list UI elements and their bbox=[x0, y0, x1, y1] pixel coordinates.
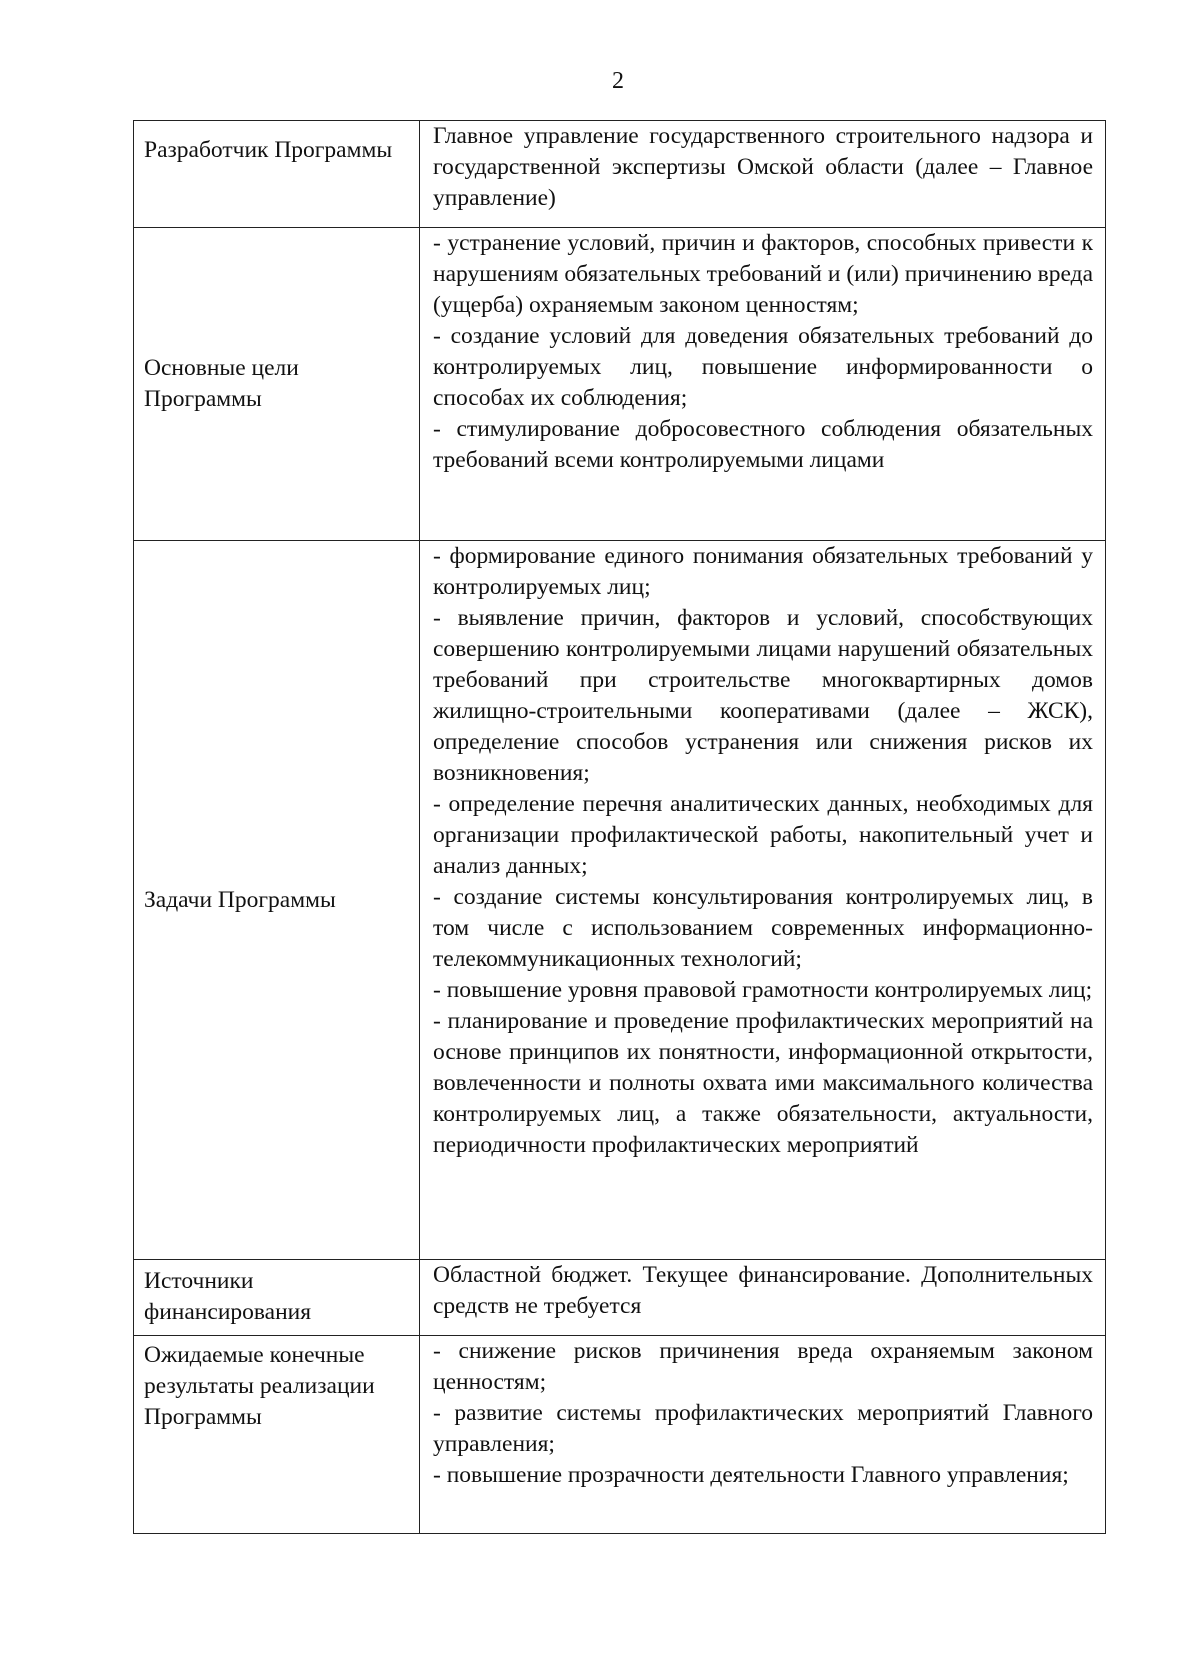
task-item: - повышение уровня правовой грамотности контролируемых лиц; bbox=[433, 977, 1093, 1003]
result-item: - повышение прозрачности деятельности Главного управления; bbox=[433, 1462, 1069, 1488]
funding-text: Областной бюджет. Текущее финансирование. Дополнительных средств не требуется bbox=[433, 1262, 1093, 1319]
table-row-funding bbox=[134, 1260, 1106, 1336]
result-item: - снижение рисков причинения вреда охраняемым законом ценностям; bbox=[433, 1338, 1093, 1395]
row-value-goals bbox=[420, 228, 1106, 541]
task-item: - определение перечня аналитических данных, необходимых для организации профилактической работы, накопительный учет и анализ данных; bbox=[433, 791, 1093, 879]
row-label-developer: Разработчик Программы bbox=[134, 121, 420, 228]
row-value-tasks bbox=[420, 541, 1106, 1260]
row-value-funding bbox=[420, 1260, 1106, 1336]
result-item: - развитие системы профилактических мероприятий Главного управления; bbox=[433, 1400, 1093, 1457]
table-row-goals bbox=[134, 228, 1106, 541]
task-item: - формирование единого понимания обязательных требований у контролируемых лиц; bbox=[433, 543, 1093, 600]
goal-item: - устранение условий, причин и факторов, способных привести к нарушениям обязательных требований и (или) причинению вреда (ущерба) охраняемым законом ценностям; bbox=[433, 230, 1093, 318]
table-row-tasks bbox=[134, 541, 1106, 1260]
task-item: - создание системы консультирования контролируемых лиц, в том числе с использованием современных информационно-телекоммуникационных технологий; bbox=[433, 884, 1093, 972]
row-value-results bbox=[420, 1336, 1106, 1534]
developer-text: Главное управление государственного строительного надзора и государственной экспертизы Омской области (далее – Главное управление) bbox=[433, 123, 1093, 211]
goal-item: - создание условий для доведения обязательных требований до контролируемых лиц, повышение информированности о способах их соблюдения; bbox=[433, 323, 1093, 411]
task-item: - выявление причин, факторов и условий, способствующих совершению контролируемыми лицами нарушений обязательных требований при строительстве многоквартирных домов жилищно-строительными кооперативами (далее – ЖСК), определение способов устранения или снижения рисков их возникновения; bbox=[433, 605, 1093, 786]
task-item: - планирование и проведение профилактических мероприятий на основе принципов их понятности, информационной открытости, вовлеченности и полноты охвата ими максимального количества контролируемых лиц, а также обязательности, актуальности, периодичности профилактических мероприятий bbox=[433, 1008, 1093, 1158]
row-label-tasks: Задачи Программы bbox=[134, 541, 420, 1260]
row-label-funding: Источники финансирования bbox=[134, 1260, 420, 1336]
goal-item: - стимулирование добросовестного соблюдения обязательных требований всеми контролируемыми лицами bbox=[433, 416, 1093, 473]
page-number: 2 bbox=[612, 68, 624, 94]
table-row-developer bbox=[134, 121, 1106, 228]
row-value-developer bbox=[420, 121, 1106, 228]
program-passport-table bbox=[133, 120, 1106, 1534]
table-row-results bbox=[134, 1336, 1106, 1534]
row-label-results: Ожидаемые конечные результаты реализации Программы bbox=[134, 1336, 420, 1534]
row-label-goals: Основные цели Программы bbox=[134, 228, 420, 541]
